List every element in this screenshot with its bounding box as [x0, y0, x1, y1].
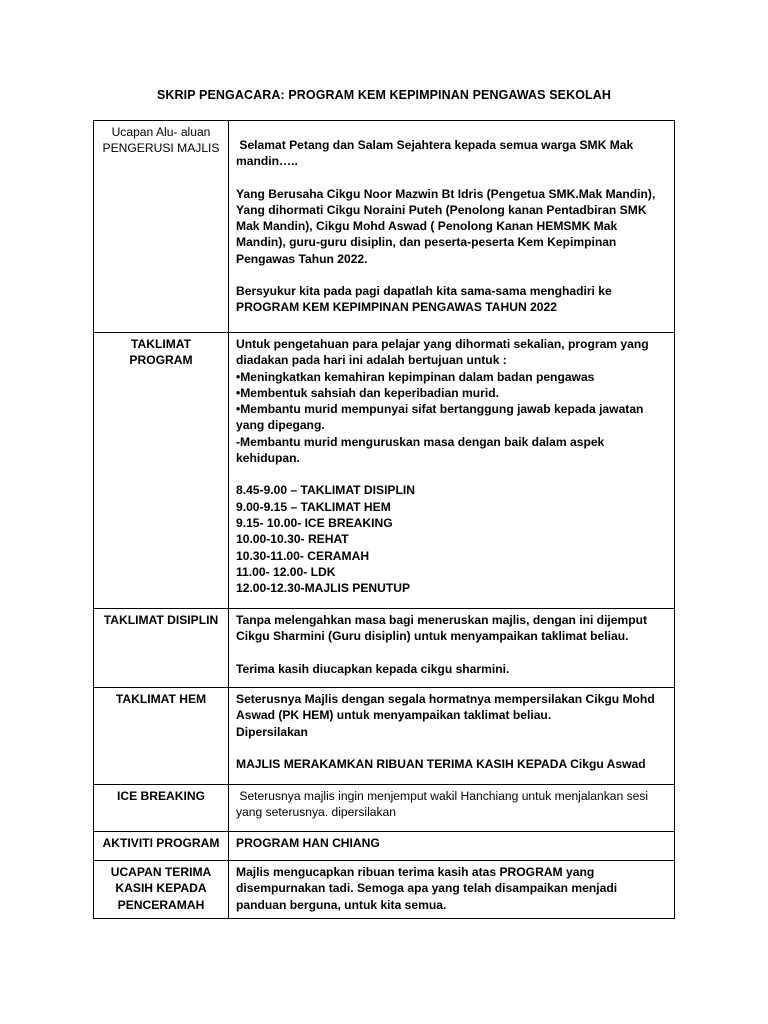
- objective-item: •Meningkatkan kemahiran kepimpinan dalam badan pengawas: [236, 369, 595, 384]
- activity-text: PROGRAM HAN CHIANG: [236, 836, 380, 850]
- schedule-item: 9.00-9.15 – TAKLIMAT HEM: [236, 499, 391, 514]
- schedule-item: 12.00-12.30-MAJLIS PENUTUP: [236, 581, 411, 596]
- dignitaries-text: Yang Berusaha Cikgu Noor Mazwin Bt Idris (Pengetua SMK.Mak Mandin), Yang dihormati Cikgu Noraini Puteh (Penolong kanan Pentadbiran SMK Mak Mandin), Cikgu Mohd Aswad ( Penolong Kanan HEMSMK Mak Mandin), guru-guru disiplin, dan peserta-peserta Kem Kepimpinan Pengawas Tahun 2022.: [236, 186, 656, 266]
- row-content: [229, 333, 675, 609]
- hem-invite-text: Seterusnya Majlis dengan segala hormatnya mempersilakan Cikgu Mohd Aswad (PK HEM) untuk menyampaikan taklimat beliau.: [236, 692, 655, 723]
- label-line: PENGERUSI MAJLIS: [102, 141, 220, 156]
- row-content: [229, 688, 675, 785]
- row-label: [94, 121, 229, 333]
- discipline-thanks-text: Terima kasih diucapkan kepada cikgu sharmini.: [236, 661, 510, 676]
- closing-thanks-text: Majlis mengucapkan ribuan terima kasih atas PROGRAM yang disempurnakan tadi. Semoga apa yang telah disampaikan menjadi panduan berguna, untuk kita semua.: [236, 865, 618, 912]
- row-label: [94, 609, 229, 688]
- table-row: [94, 333, 675, 609]
- program-name-text: PROGRAM KEM KEPIMPINAN PENGAWAS TAHUN 2022: [236, 300, 557, 315]
- label-line: PROGRAM: [129, 353, 193, 368]
- schedule-item: 11.00- 12.00- LDK: [236, 564, 336, 579]
- row-content: [229, 832, 675, 861]
- label-line: AKTIVITI PROGRAM: [102, 836, 220, 850]
- schedule-item: 10.30-11.00- CERAMAH: [236, 548, 370, 563]
- table-row: [94, 688, 675, 785]
- gratitude-text: Bersyukur kita pada pagi dapatlah kita sama-sama menghadiri ke: [236, 284, 612, 299]
- label-line: KASIH KEPADA: [115, 881, 207, 896]
- label-line: Ucapan Alu- aluan: [111, 125, 211, 139]
- table-row: [94, 861, 675, 919]
- row-content: [229, 785, 675, 832]
- row-content: [229, 609, 675, 688]
- table-row: [94, 832, 675, 861]
- script-table: [93, 120, 675, 919]
- label-line: UCAPAN TERIMA: [110, 865, 212, 879]
- schedule-item: 10.00-10.30- REHAT: [236, 532, 349, 547]
- label-line: ICE BREAKING: [116, 789, 206, 803]
- hem-thanks-name: Cikgu Aswad: [566, 756, 646, 771]
- briefing-intro: Untuk pengetahuan para pelajar yang dihormati sekalian, program yang diadakan pada hari ini adalah bertujuan untuk :: [236, 337, 649, 368]
- greeting-text: Selamat Petang dan Salam Sejahtera kepada semua warga SMK Mak mandin…..: [236, 138, 637, 169]
- row-label: [94, 832, 229, 861]
- page-title: SKRIP PENGACARA: PROGRAM KEM KEPIMPINAN PENGAWAS SEKOLAH: [156, 88, 612, 102]
- hem-invite-word: Dipersilakan: [236, 724, 308, 739]
- discipline-invite-text: Tanpa melengahkan masa bagi meneruskan majlis, dengan ini dijemput Cikgu Sharmini (Guru disiplin) untuk menyampaikan taklimat beliau.: [236, 613, 648, 644]
- table-row: [94, 121, 675, 333]
- hem-thanks-caps: MAJLIS MERAKAMKAN RIBUAN TERIMA KASIH KEPADA: [236, 756, 567, 771]
- hem-thanks-text: [236, 756, 668, 772]
- objective-item: -Membantu murid menguruskan masa dengan baik dalam aspek kehidupan.: [236, 434, 605, 466]
- row-content: [229, 121, 675, 333]
- objective-item: •Membantu murid mempunyai sifat bertanggung jawab kepada jawatan yang dipegang.: [236, 402, 644, 433]
- row-label: [94, 688, 229, 785]
- label-line: TAKLIMAT DISIPLIN: [103, 613, 219, 627]
- schedule-item: 8.45-9.00 – TAKLIMAT DISIPLIN: [236, 483, 415, 498]
- objective-item: •Membentuk sahsiah dan keperibadian murid.: [236, 385, 499, 400]
- table-row: [94, 785, 675, 832]
- label-line: PENCERAMAH: [117, 897, 205, 912]
- label-line: TAKLIMAT HEM: [115, 692, 207, 706]
- row-content: [229, 861, 675, 919]
- schedule-item: 9.15- 10.00- ICE BREAKING: [236, 515, 393, 530]
- label-line: TAKLIMAT: [130, 337, 191, 351]
- table-row: [94, 609, 675, 688]
- row-label: [94, 785, 229, 832]
- row-label: [94, 333, 229, 609]
- row-label: [94, 861, 229, 919]
- icebreaking-text: Seterusnya majlis ingin menjemput wakil Hanchiang untuk menjalankan sesi yang seterusnya. dipersilakan: [236, 789, 652, 820]
